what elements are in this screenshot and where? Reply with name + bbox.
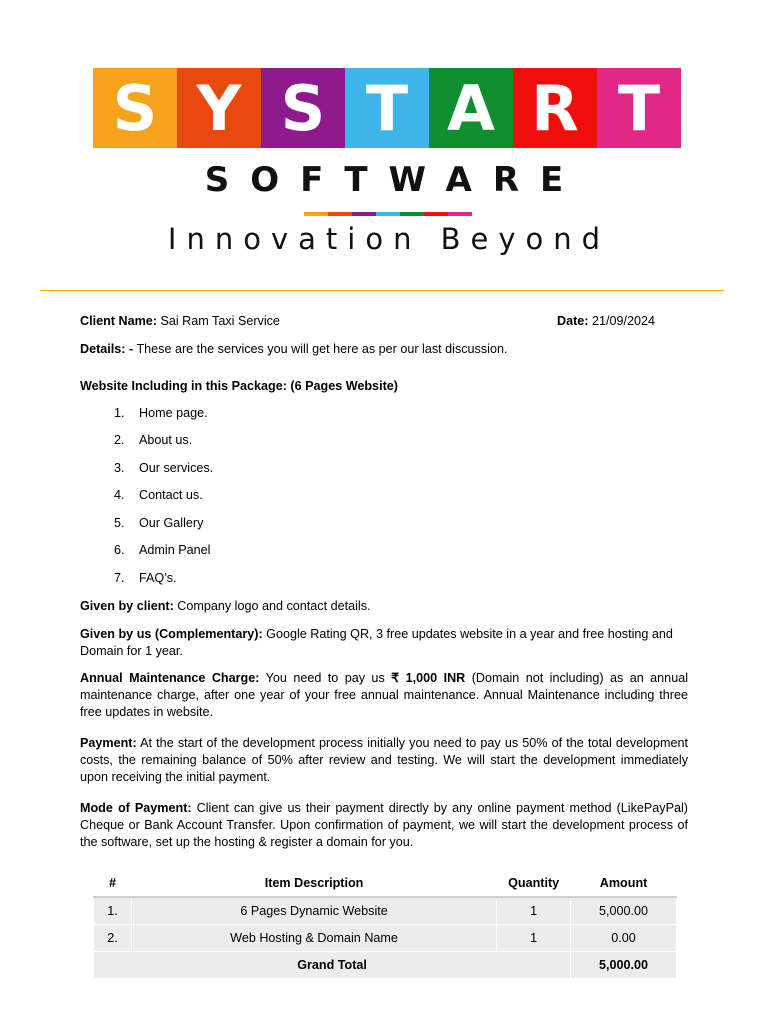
row-amount: 0.00: [571, 925, 677, 952]
table-row: [94, 897, 677, 925]
list-item: Home page.: [139, 406, 208, 420]
client-name: Client Name: Sai Ram Taxi Service: [80, 314, 280, 328]
date: Date: 21/09/2024: [557, 314, 656, 328]
logo-subtitle: SOFTWARE: [204, 160, 585, 200]
list-number: 2.: [114, 433, 125, 447]
annual-maintenance-charge: Annual Maintenance Charge: You need to pay us ₹ 1,000 INR (Domain not including) as an annual maintenance charge, after one year of your free annual maintenance. Annual Maintenance including three free updates in website.: [80, 671, 688, 719]
grand-total-row: [94, 952, 677, 979]
list-number: 3.: [114, 461, 125, 475]
logo-letter: S: [93, 68, 177, 148]
list-number: 6.: [114, 543, 125, 557]
logo-letter: R: [513, 68, 597, 148]
row-description: Web Hosting & Domain Name: [131, 925, 496, 952]
column-header: #: [94, 870, 132, 897]
list-number: 7.: [114, 571, 125, 585]
list-number: 1.: [114, 406, 125, 420]
row-description: 6 Pages Dynamic Website: [131, 897, 496, 925]
list-number: 5.: [114, 516, 125, 530]
logo-letter: S: [261, 68, 345, 148]
payment-terms: Payment: At the start of the development process initially you need to pay us 50% of the total development costs, the remaining balance of 50% after review and testing. We will start the development immediately upon receiving the initial payment.: [80, 736, 688, 784]
column-header: Quantity: [497, 870, 571, 897]
list-item: FAQ’s.: [139, 571, 177, 585]
row-quantity: 1: [497, 925, 571, 952]
logo-letter: T: [345, 68, 429, 148]
grand-total-label: Grand Total: [94, 952, 571, 979]
header-divider: [40, 290, 724, 291]
mode-of-payment: Mode of Payment: Client can give us their payment directly by any online payment method (LikePayPal) Cheque or Bank Account Transfer. Upon confirmation of payment, we will start the development process of the software, set up the hosting & register a domain for you.: [80, 801, 688, 849]
logo-letter: Y: [177, 68, 261, 148]
logo-tagline: Innovation Beyond: [167, 222, 611, 256]
row-quantity: 1: [497, 897, 571, 925]
list-item: Contact us.: [139, 488, 203, 502]
logo-letter: A: [429, 68, 513, 148]
row-amount: 5,000.00: [571, 897, 677, 925]
column-header: Amount: [571, 870, 677, 897]
list-number: 4.: [114, 488, 125, 502]
package-heading: Website Including in this Package: (6 Pages Website): [80, 379, 398, 393]
list-item: Our Gallery: [139, 516, 204, 530]
logo-tiles: [93, 68, 681, 148]
column-header: Item Description: [131, 870, 496, 897]
logo-letter: T: [597, 68, 681, 148]
row-number: 2.: [94, 925, 132, 952]
list-item: Our services.: [139, 461, 214, 475]
grand-total-value: 5,000.00: [571, 952, 677, 979]
row-number: 1.: [94, 897, 132, 925]
details: Details: - These are the services you will get here as per our last discussion.: [80, 342, 508, 356]
table-row: [94, 925, 677, 952]
given-by-us: Given by us (Complementary): Google Rating QR, 3 free updates website in a year and free hosting and Domain for 1 year.: [80, 627, 673, 658]
logo-color-stripe: [304, 212, 472, 216]
given-by-client: Given by client: Company logo and contact details.: [80, 599, 371, 613]
list-item: About us.: [139, 433, 193, 447]
table-header: [94, 870, 677, 897]
list-item: Admin Panel: [139, 543, 211, 557]
items-table: [93, 870, 677, 979]
